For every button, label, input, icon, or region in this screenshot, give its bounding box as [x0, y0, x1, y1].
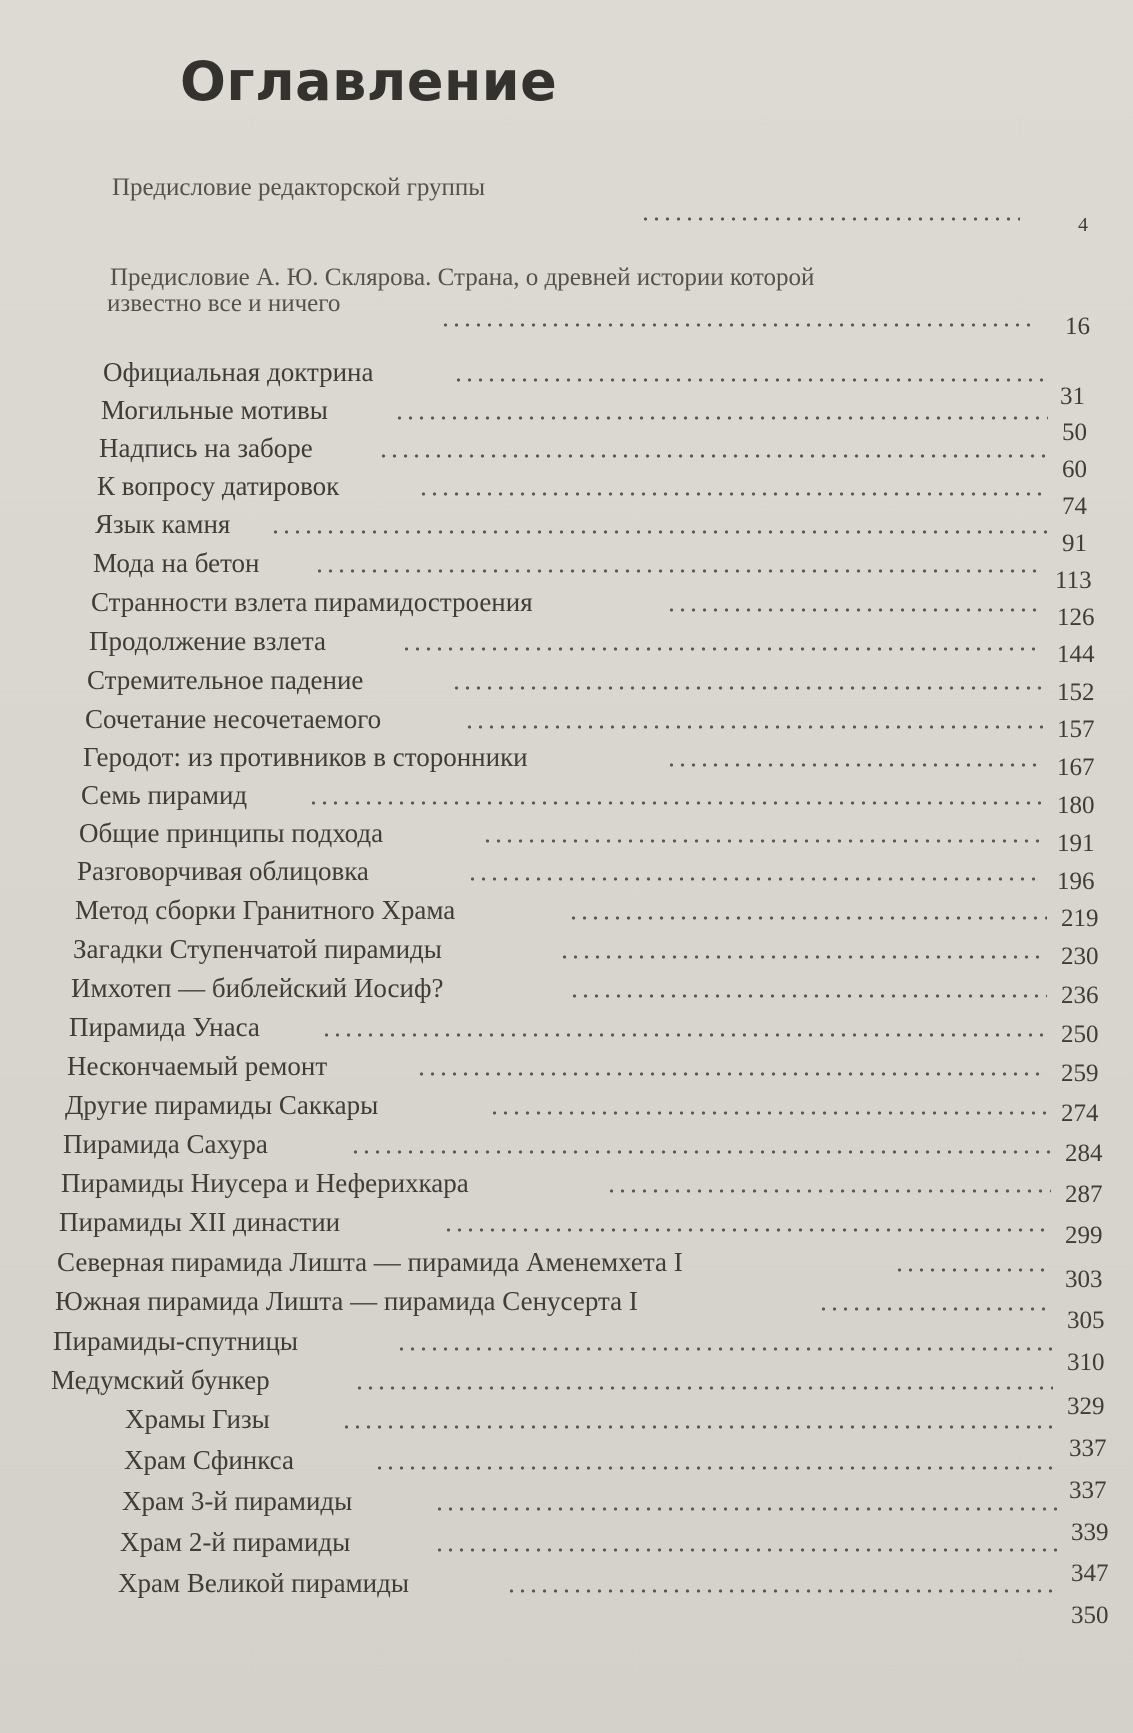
dot-leader	[640, 216, 1020, 222]
toc-page-number: 196	[1057, 868, 1095, 895]
toc-page-number: 126	[1057, 604, 1095, 631]
dot-leader	[378, 453, 1048, 459]
toc-page-number: 230	[1061, 943, 1099, 970]
toc-entry-title: Семь пирамид	[81, 780, 248, 810]
dot-leader	[418, 491, 1048, 497]
toc-page-number: 274	[1061, 1100, 1099, 1127]
toc-entry-title: Мода на бетон	[93, 548, 260, 578]
toc-page-number: 4	[1078, 214, 1088, 236]
toc-entry-title: Предисловие А. Ю. Склярова. Страна, о древней истории которой	[110, 264, 815, 291]
toc-page-number: 91	[1062, 530, 1087, 557]
dot-leader	[308, 800, 1043, 806]
toc-page-number: 287	[1065, 1181, 1103, 1208]
toc-page-number: 284	[1065, 1140, 1103, 1167]
toc-entry-title: Медумский бункер	[51, 1365, 270, 1395]
dot-leader	[350, 1149, 1051, 1155]
toc-page-number: 144	[1057, 641, 1095, 668]
toc-entry-title: Метод сборки Гранитного Храма	[75, 895, 456, 925]
toc-page-number: 305	[1067, 1307, 1105, 1334]
toc-page-number: 236	[1061, 982, 1099, 1009]
toc-entry-title: Северная пирамида Лишта — пирамида Аменемхета I	[57, 1247, 683, 1277]
toc-entry-title: Храм 3-й пирамиды	[122, 1486, 353, 1516]
toc-page-number: 180	[1057, 792, 1095, 819]
toc-entry-title: Язык камня	[95, 509, 231, 539]
toc-page-number: 191	[1057, 830, 1095, 857]
dot-leader	[394, 415, 1048, 421]
dot-leader	[489, 1110, 1047, 1116]
dot-leader	[443, 1227, 1051, 1233]
dot-leader	[569, 993, 1047, 999]
toc-page-number: 219	[1061, 905, 1099, 932]
toc-entry-title: К вопросу датировок	[97, 471, 340, 501]
dot-leader	[354, 1385, 1053, 1391]
dot-leader	[440, 322, 1030, 328]
toc-entry-title: Разговорчивая облицовка	[77, 856, 369, 886]
toc-entry-title: Храм Великой пирамиды	[118, 1568, 409, 1598]
toc-entry-title: Загадки Ступенчатой пирамиды	[73, 934, 442, 964]
dot-leader	[559, 954, 1047, 960]
toc-entry-title: Продолжение взлета	[89, 626, 326, 656]
toc-page-number: 113	[1055, 567, 1092, 594]
toc-page-number: 74	[1062, 493, 1087, 520]
toc-entry-title: Официальная доктрина	[103, 357, 374, 387]
toc-entry-title: Храм Сфинкса	[124, 1445, 294, 1475]
toc-entry-title: Имхотеп — библейский Иосиф?	[71, 973, 444, 1003]
dot-leader	[374, 1465, 1055, 1471]
toc-entry-title: Пирамида Сахура	[63, 1129, 268, 1159]
dot-leader	[396, 1346, 1053, 1352]
dot-leader	[464, 724, 1043, 730]
toc-page-number: 157	[1057, 716, 1095, 743]
dot-leader	[314, 568, 1041, 574]
toc-page-number: 50	[1062, 419, 1087, 446]
dot-leader	[270, 529, 1048, 535]
toc-entry-title: Храмы Гизы	[125, 1404, 270, 1434]
toc-page-number: 152	[1057, 679, 1095, 706]
toc-page-number: 339	[1071, 1519, 1109, 1546]
dot-leader	[451, 685, 1043, 691]
dot-leader	[434, 1547, 1057, 1553]
toc-entry-title: Другие пирамиды Саккары	[65, 1090, 379, 1120]
dot-leader	[341, 1424, 1055, 1430]
toc-page-number: 347	[1071, 1560, 1109, 1587]
toc-page-number: 299	[1065, 1222, 1103, 1249]
dot-leader	[506, 1588, 1057, 1594]
toc-page-number: 31	[1060, 383, 1085, 410]
toc-page-number: 329	[1067, 1393, 1105, 1420]
toc-entry-title: Надпись на заборе	[99, 433, 313, 463]
toc-entry-title: Пирамиды Ниусера и Неферихкара	[61, 1168, 469, 1198]
dot-leader	[453, 377, 1046, 383]
toc-entry-title: Нескончаемый ремонт	[67, 1051, 328, 1081]
toc-page-number: 16	[1065, 313, 1090, 340]
toc-page-number: 167	[1057, 754, 1095, 781]
dot-leader	[321, 1032, 1047, 1038]
toc-entry-title: Предисловие редакторской группы	[112, 174, 486, 201]
toc-entry-title: Стремительное падение	[87, 665, 364, 695]
toc-entry-title: Пирамиды-спутницы	[53, 1326, 299, 1356]
dot-leader	[416, 1071, 1047, 1077]
dot-leader	[894, 1267, 1051, 1273]
dot-leader	[467, 876, 1043, 882]
dot-leader	[606, 1188, 1051, 1194]
toc-entry-title: Пирамиды XII династии	[59, 1207, 341, 1237]
toc-entry-title: Сочетание несочетаемого	[85, 704, 382, 734]
toc-page-number: 337	[1069, 1435, 1107, 1462]
toc-page-number: 250	[1061, 1021, 1099, 1048]
toc-entry-title: Странности взлета пирамидостроения	[91, 587, 533, 617]
dot-leader	[434, 1506, 1057, 1512]
toc-page-number: 60	[1062, 456, 1087, 483]
toc-entry-title-continued: известно все и ничего	[107, 290, 341, 317]
toc-page-number: 337	[1069, 1477, 1107, 1504]
dot-leader	[818, 1306, 1053, 1312]
dot-leader	[401, 646, 1043, 652]
dot-leader	[568, 915, 1047, 921]
dot-leader	[666, 607, 1043, 613]
toc-page-number: 310	[1067, 1349, 1105, 1376]
page-title: Оглавление	[180, 50, 558, 113]
toc-page-number: 350	[1071, 1602, 1109, 1629]
toc-entry-title: Могильные мотивы	[101, 395, 328, 425]
toc-entry-title: Общие принципы подхода	[79, 818, 384, 848]
dot-leader	[666, 762, 1043, 768]
toc-entry-title: Геродот: из противников в сторонники	[83, 742, 528, 772]
dot-leader	[482, 838, 1043, 844]
toc-page-number: 259	[1061, 1060, 1099, 1087]
toc-entry-title: Южная пирамида Лишта — пирамида Сенусерта I	[55, 1286, 638, 1316]
toc-page-number: 303	[1065, 1266, 1103, 1293]
toc-entry-title: Пирамида Унаса	[69, 1012, 260, 1042]
toc-entry-title: Храм 2-й пирамиды	[120, 1527, 351, 1557]
